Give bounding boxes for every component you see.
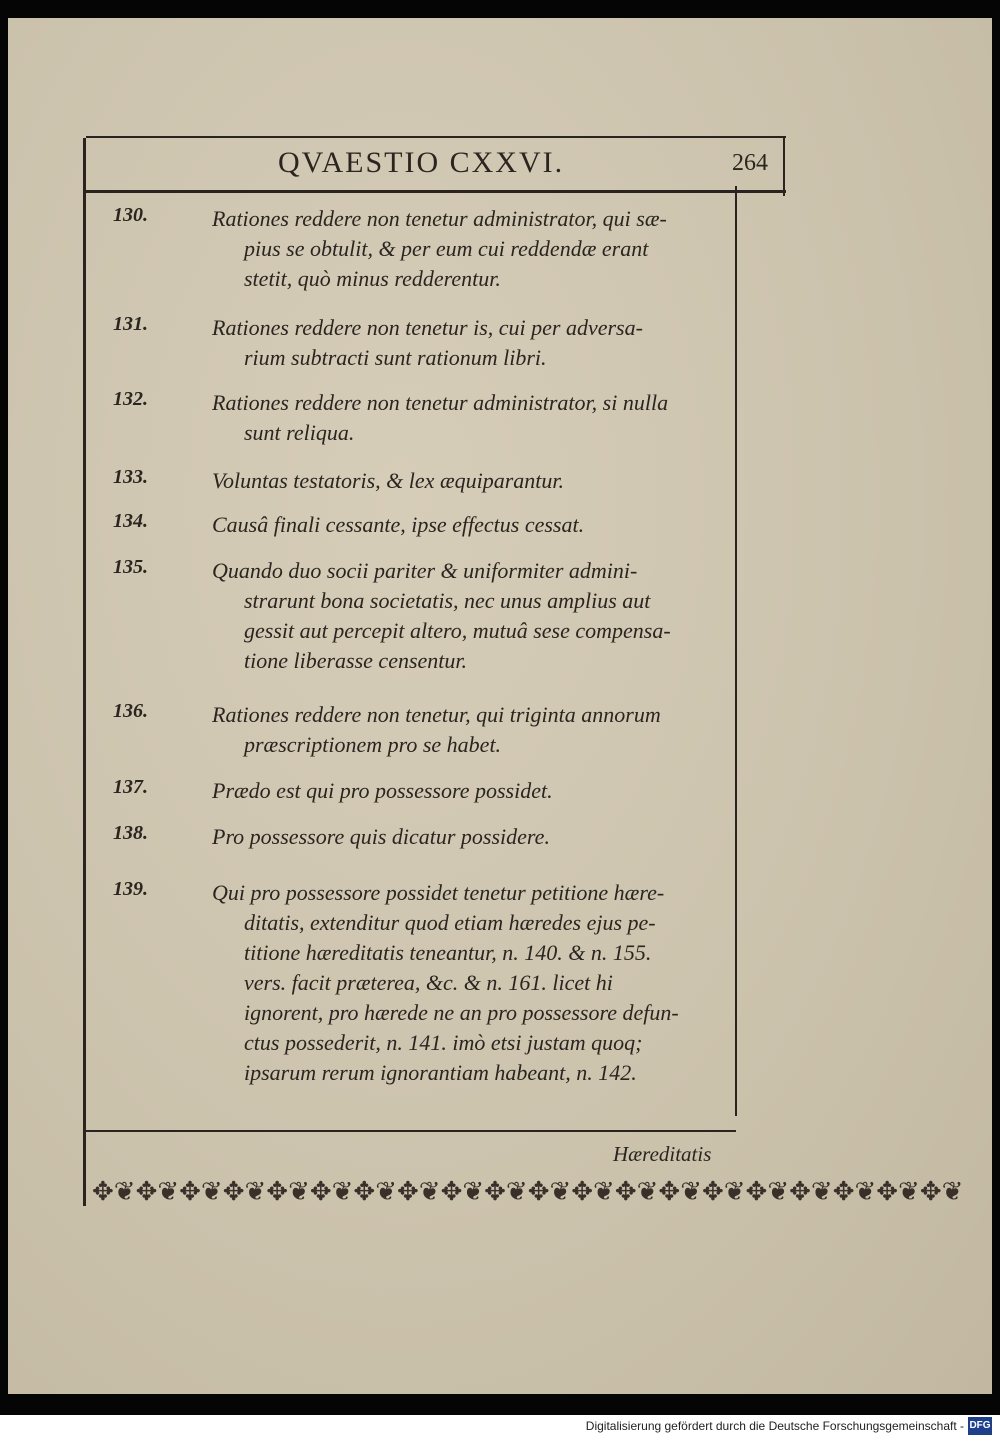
footer-rule: [86, 1130, 736, 1132]
entry-line: ditatis, extenditur quod etiam hæredes ejus pe-: [244, 910, 656, 935]
entry-number: 137.: [113, 776, 148, 798]
dfg-logo: DFG: [968, 1417, 992, 1435]
entry-line: Quando duo socii pariter & uniformiter admini-: [212, 558, 638, 583]
entry-number: 135.: [113, 556, 148, 578]
header-rule: [86, 190, 786, 193]
entry-line: Prædo est qui pro possessore possidet.: [212, 778, 553, 803]
entry-line: tione liberasse censentur.: [244, 648, 468, 673]
entry-line: pius se obtulit, & per eum cui reddendæ erant: [244, 236, 649, 261]
entry-line: rium subtracti sunt rationum libri.: [244, 345, 547, 370]
entry-number: 131.: [113, 313, 148, 335]
entry-line: Rationes reddere non tenetur is, cui per adversa-: [212, 315, 643, 340]
ornamental-border: ✥❦✥❦✥❦✥❦✥❦✥❦✥❦✥❦✥❦✥❦✥❦✥❦✥❦✥❦✥❦✥❦✥❦✥❦✥❦✥❦: [92, 1177, 964, 1207]
entry-line: gessit aut percepit altero, mutuâ sese compensa-: [244, 618, 671, 643]
entry-line: Rationes reddere non tenetur administrator, si nulla: [212, 390, 669, 415]
header-right-rule: [783, 136, 785, 196]
entry-line: titione hæreditatis teneantur, n. 140. & n. 155.: [244, 940, 652, 965]
scanned-page: [8, 18, 992, 1394]
entry-text: [212, 204, 724, 294]
running-head-title: QVAESTIO CXXVI.: [278, 146, 565, 179]
entry-line: Qui pro possessore possidet tenetur petitione hære-: [212, 880, 665, 905]
catchword: Hæreditatis: [613, 1142, 712, 1166]
entry-text: [212, 388, 724, 448]
right-frame-rule: [735, 186, 737, 1116]
entry-number: 132.: [113, 388, 148, 410]
entry-text: [212, 556, 724, 676]
entry-text: [212, 822, 724, 852]
entry-line: sunt reliqua.: [244, 420, 355, 445]
entry-text: [212, 510, 724, 540]
funding-notice: Digitalisierung gefördert durch die Deutsche Forschungsgemeinschaft -: [585, 1419, 964, 1433]
entry-number: 136.: [113, 700, 148, 722]
entry-text: [212, 466, 724, 496]
entry-line: ctus possederit, n. 141. imò etsi justam quoq;: [244, 1030, 643, 1055]
entry-line: Causâ finali cessante, ipse effectus cessat.: [212, 512, 585, 537]
entry-line: strarunt bona societatis, nec unus amplius aut: [244, 588, 651, 613]
entry-line: ipsarum rerum ignorantiam habeant, n. 142.: [244, 1060, 637, 1085]
entry-text: [212, 776, 724, 806]
entry-line: præscriptionem pro se habet.: [244, 732, 502, 757]
entry-number: 134.: [113, 510, 148, 532]
entry-line: Voluntas testatoris, & lex æquiparantur.: [212, 468, 565, 493]
entry-line: Pro possessore quis dicatur possidere.: [212, 824, 550, 849]
entry-text: [212, 700, 724, 760]
entry-text: [212, 313, 724, 373]
left-frame-rule: [83, 138, 86, 1206]
page-number: 264: [732, 150, 768, 176]
entry-line: Rationes reddere non tenetur administrator, qui sæ-: [212, 206, 667, 231]
entry-number: 133.: [113, 466, 148, 488]
entry-line: vers. facit præterea, &c. & n. 161. licet hi: [244, 970, 613, 995]
entry-number: 130.: [113, 204, 148, 226]
entry-line: Rationes reddere non tenetur, qui triginta annorum: [212, 702, 661, 727]
entry-line: stetit, quò minus redderentur.: [244, 266, 501, 291]
top-rule: [86, 136, 786, 138]
entry-text: [212, 878, 724, 1088]
entry-number: 139.: [113, 878, 148, 900]
entry-number: 138.: [113, 822, 148, 844]
entry-line: ignorent, pro hærede ne an pro possessore defun-: [244, 1000, 679, 1025]
